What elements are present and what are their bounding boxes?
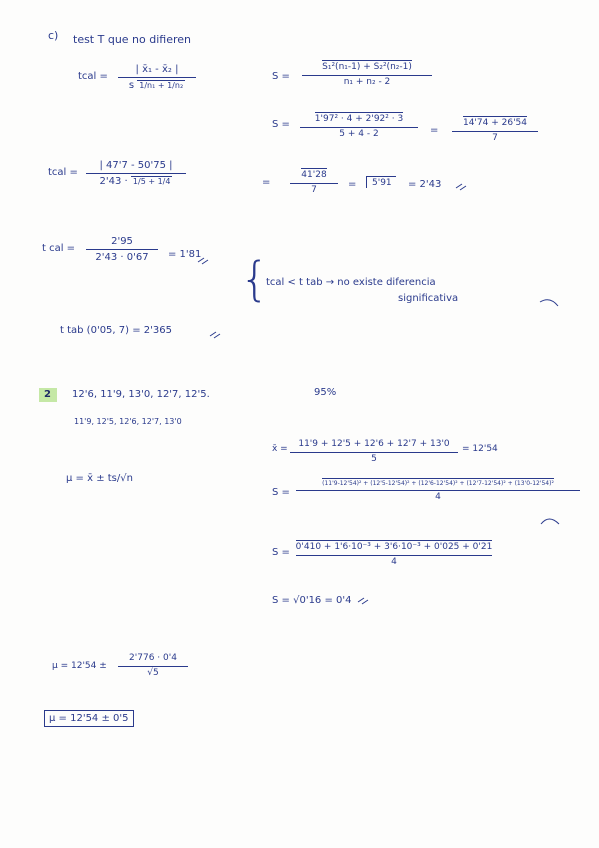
s-long-label: S = — [272, 487, 290, 498]
part-c-label: c) — [48, 29, 59, 42]
data-line-1: 12'6, 11'9, 13'0, 12'7, 12'5. — [72, 389, 210, 400]
s-mid-label: S = — [272, 547, 290, 558]
s-mid-denominator: 4 — [391, 556, 397, 567]
s-mid-numerator: 0'410 + 1'6·10⁻³ + 3'6·10⁻³ + 0'025 + 0'21 — [295, 542, 493, 552]
mean-label: x̄ = — [272, 444, 288, 454]
mean-denominator: 5 — [371, 453, 377, 464]
s-res-denominator: 7 — [311, 184, 317, 195]
tcal3-result: = 1'81 — [168, 249, 202, 260]
s-res-mid: = — [348, 179, 357, 190]
mu-calc-denominator: √5 — [147, 667, 159, 678]
tcal2-den-radical: 1/5 + 1/4 — [132, 177, 171, 186]
s-res-eq: = — [262, 177, 271, 188]
brace: { — [240, 252, 270, 306]
t-tab: t tab (0'05, 7) = 2'365 — [60, 325, 172, 336]
s-long-numerator: (11'9-12'54)² + (12'5-12'54)² + (12'6-12'54)² + (12'7-12'54)² + (13'0-12'54)² — [322, 480, 554, 487]
s-sub-eq-numerator: 14'74 + 26'54 — [462, 118, 528, 128]
final-answer: μ = 12'54 ± 0'5 — [49, 713, 129, 724]
tcal3-numerator: 2'95 — [111, 236, 133, 247]
s-res-final: = 2'43 — [408, 179, 442, 190]
equals-sign: = — [430, 125, 439, 136]
conclusion-line-2: significativa — [398, 293, 459, 304]
tcal-den-radical: 1/n₁ + 1/n₂ — [139, 81, 184, 90]
s-res-radical: 5'91 — [366, 176, 396, 188]
tcal-den-s: s — [128, 80, 135, 91]
mu-calc-label: μ = 12'54 ± — [52, 661, 107, 671]
s-sub-denominator: 5 + 4 - 2 — [339, 128, 379, 139]
data-line-2: 11'9, 12'5, 12'6, 12'7, 13'0 — [74, 417, 182, 426]
s-formula-numerator: S₁²(n₁-1) + S₂²(n₂-1) — [322, 62, 412, 72]
s-res-numerator: 41'28 — [301, 170, 327, 180]
tcal3-denominator: 2'43 · 0'67 — [95, 252, 149, 263]
mean-result: = 12'54 — [462, 444, 498, 454]
s-sub-eq-denominator: 7 — [492, 132, 498, 143]
s-formula-denominator: n₁ + n₂ - 2 — [343, 76, 391, 87]
confidence-level: 95% — [314, 387, 337, 398]
s-long-denominator: 4 — [435, 491, 441, 502]
s-formula-label: S = — [272, 71, 290, 82]
mu-calc-numerator: 2'776 · 0'4 — [129, 653, 177, 663]
part-2-number: 2 — [44, 389, 51, 400]
tcal3-label: t cal = — [42, 243, 76, 254]
tcal2-label: tcal = — [48, 167, 78, 178]
tcal2-den-text: 2'43 · — [99, 176, 128, 187]
mu-formula: μ = x̄ ± ts/√n — [66, 473, 133, 484]
tcal-label: tcal = — [78, 71, 108, 82]
tcal-numerator: | x̄₁ - x̄₂ | — [135, 64, 179, 75]
s-sub-numerator: 1'97² · 4 + 2'92² · 3 — [314, 114, 404, 124]
s-short: S = √0'16 = 0'4 — [272, 595, 352, 606]
conclusion-line-1: tcal < t tab → no existe diferencia — [266, 277, 436, 288]
mean-numerator: 11'9 + 12'5 + 12'6 + 12'7 + 13'0 — [298, 439, 450, 449]
s-sub-label: S = — [272, 119, 290, 130]
part-c-heading: test T que no difieren — [73, 33, 192, 46]
tcal2-numerator: | 47'7 - 50'75 | — [99, 160, 173, 171]
